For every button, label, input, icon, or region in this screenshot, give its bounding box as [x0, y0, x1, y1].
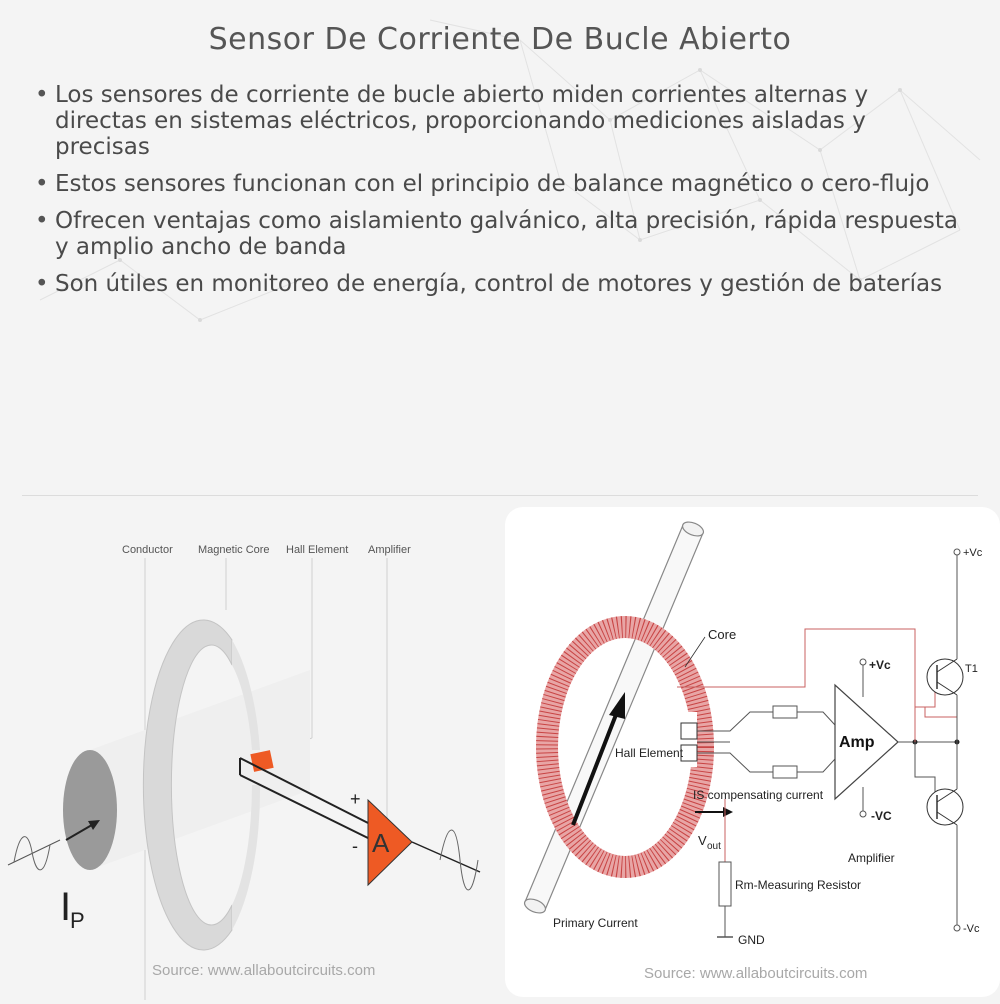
conductor-body: [90, 670, 310, 870]
input-wave-icon: [14, 837, 50, 870]
label-hall-element: Hall Element: [615, 746, 684, 760]
input-resistor-top: [773, 706, 797, 718]
label-is-current: IS compensating current: [693, 788, 824, 802]
label-primary-current: Primary Current: [553, 916, 638, 930]
plus-sign: +: [350, 789, 361, 809]
current-label-main: I: [60, 885, 72, 929]
label-hall-element: Hall Element: [286, 544, 349, 556]
minus-sign: -: [352, 836, 358, 856]
transistor-t1-icon: [927, 659, 963, 695]
label-vout-sub: out: [707, 841, 721, 852]
label-vout-main: V: [698, 833, 707, 848]
label-conductor: Conductor: [122, 544, 173, 556]
hall-block-top: [681, 723, 697, 739]
label-t1: T1: [965, 663, 978, 675]
open-loop-sensor-diagram: [0, 500, 500, 1000]
input-resistor-bottom: [773, 766, 797, 778]
section-divider: [22, 495, 978, 496]
bullet-item: • Los sensores de corriente de bucle abierto miden corrientes alternas y directas en sistemas eléctricos, proporcionando mediciones aisladas y precisas: [30, 82, 960, 160]
label-amplifier: Amplifier: [848, 851, 895, 865]
right-source-text: Source: www.allaboutcircuits.com: [644, 965, 868, 982]
label-amp: Amp: [839, 734, 875, 751]
right-diagram-svg: [505, 507, 1000, 997]
label-core: Core: [708, 627, 737, 642]
hall-block-bottom: [681, 745, 697, 761]
output-line: [412, 842, 480, 872]
bullet-item: • Son útiles en monitoreo de energía, control de motores y gestión de baterías: [30, 271, 960, 297]
label-magnetic-core: Magnetic Core: [198, 544, 270, 556]
label-gnd: GND: [738, 933, 765, 947]
label-amp-plus-vc: +Vc: [869, 658, 891, 672]
bullet-item: • Ofrecen ventajas como aislamiento galvánico, alta precisión, rápida respuesta y amplio ancho de banda: [30, 208, 960, 260]
bullet-item: • Estos sensores funcionan con el principio de balance magnético o cero-flujo: [30, 171, 960, 197]
bullet-list: [30, 82, 960, 308]
transistor-t2-icon: [927, 789, 963, 825]
label-amp-minus-vc: -VC: [871, 809, 892, 823]
label-rail-top: +Vc: [963, 547, 983, 559]
left-source-text: Source: www.allaboutcircuits.com: [152, 962, 376, 979]
conductor-end-icon: [63, 750, 117, 870]
label-amplifier: Amplifier: [368, 544, 411, 556]
amplifier-symbol: A: [372, 828, 390, 858]
output-wave-icon: [440, 830, 478, 890]
label-rail-bottom: -Vc: [963, 923, 980, 935]
page-title: Sensor De Corriente De Bucle Abierto: [208, 22, 792, 57]
compensated-sensor-diagram: [505, 507, 1000, 997]
label-rm: Rm-Measuring Resistor: [735, 878, 862, 892]
left-diagram-svg: [0, 500, 500, 1000]
measuring-resistor-icon: [719, 862, 731, 906]
current-label-sub: P: [70, 908, 85, 933]
primary-arrow-line: [573, 707, 619, 825]
